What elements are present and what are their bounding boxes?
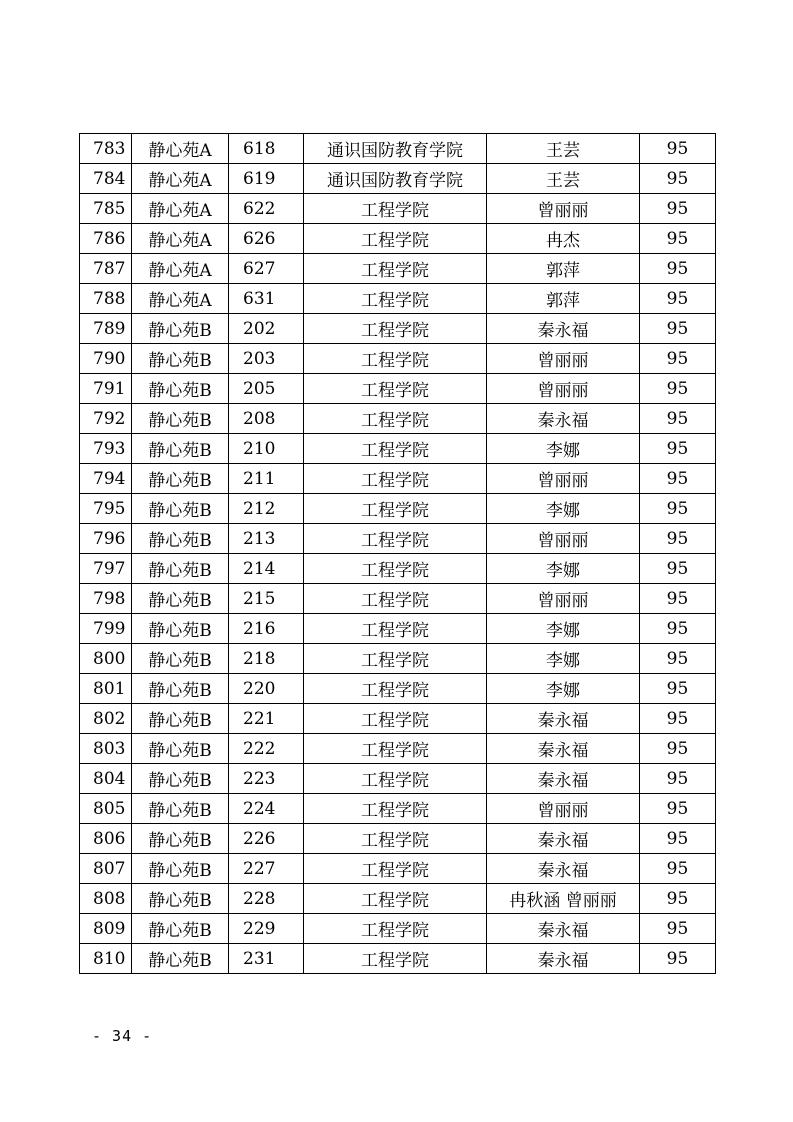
room-cell: 222 — [229, 734, 304, 764]
row-number-cell: 795 — [80, 494, 132, 524]
college-cell: 工程学院 — [304, 284, 487, 314]
row-number-cell: 789 — [80, 314, 132, 344]
row-number-cell: 796 — [80, 524, 132, 554]
table-row — [80, 164, 716, 194]
college-cell: 工程学院 — [304, 254, 487, 284]
person-cell: 曾丽丽 — [487, 374, 640, 404]
room-cell: 215 — [229, 584, 304, 614]
room-cell: 618 — [229, 134, 304, 164]
college-cell: 工程学院 — [304, 344, 487, 374]
room-cell: 223 — [229, 764, 304, 794]
person-cell: 秦永福 — [487, 704, 640, 734]
building-cell: 静心苑B — [132, 854, 229, 884]
score-cell: 95 — [640, 914, 716, 944]
college-cell: 工程学院 — [304, 314, 487, 344]
score-cell: 95 — [640, 674, 716, 704]
room-cell: 228 — [229, 884, 304, 914]
room-cell: 211 — [229, 464, 304, 494]
score-cell: 95 — [640, 164, 716, 194]
room-cell: 220 — [229, 674, 304, 704]
person-cell: 秦永福 — [487, 944, 640, 974]
table-row — [80, 584, 716, 614]
score-cell: 95 — [640, 254, 716, 284]
college-cell: 工程学院 — [304, 464, 487, 494]
row-number-cell: 791 — [80, 374, 132, 404]
score-cell: 95 — [640, 584, 716, 614]
college-cell: 工程学院 — [304, 644, 487, 674]
person-cell: 郭萍 — [487, 284, 640, 314]
person-cell: 秦永福 — [487, 314, 640, 344]
person-cell: 秦永福 — [487, 764, 640, 794]
room-cell: 210 — [229, 434, 304, 464]
row-number-cell: 804 — [80, 764, 132, 794]
table-row — [80, 614, 716, 644]
building-cell: 静心苑A — [132, 194, 229, 224]
score-cell: 95 — [640, 224, 716, 254]
building-cell: 静心苑B — [132, 644, 229, 674]
score-cell: 95 — [640, 524, 716, 554]
person-cell: 李娜 — [487, 644, 640, 674]
building-cell: 静心苑B — [132, 374, 229, 404]
college-cell: 工程学院 — [304, 944, 487, 974]
score-cell: 95 — [640, 794, 716, 824]
score-cell: 95 — [640, 644, 716, 674]
college-cell: 工程学院 — [304, 854, 487, 884]
college-cell: 工程学院 — [304, 614, 487, 644]
college-cell: 工程学院 — [304, 674, 487, 704]
score-cell: 95 — [640, 464, 716, 494]
row-number-cell: 783 — [80, 134, 132, 164]
college-cell: 工程学院 — [304, 224, 487, 254]
room-cell: 212 — [229, 494, 304, 524]
row-number-cell: 785 — [80, 194, 132, 224]
person-cell: 秦永福 — [487, 734, 640, 764]
score-cell: 95 — [640, 734, 716, 764]
room-cell: 229 — [229, 914, 304, 944]
table-row — [80, 224, 716, 254]
table-row — [80, 794, 716, 824]
room-cell: 205 — [229, 374, 304, 404]
score-cell: 95 — [640, 374, 716, 404]
room-cell: 631 — [229, 284, 304, 314]
college-cell: 工程学院 — [304, 554, 487, 584]
building-cell: 静心苑B — [132, 584, 229, 614]
table-row — [80, 494, 716, 524]
row-number-cell: 797 — [80, 554, 132, 584]
building-cell: 静心苑B — [132, 884, 229, 914]
row-number-cell: 786 — [80, 224, 132, 254]
building-cell: 静心苑B — [132, 704, 229, 734]
row-number-cell: 807 — [80, 854, 132, 884]
room-cell: 221 — [229, 704, 304, 734]
row-number-cell: 787 — [80, 254, 132, 284]
person-cell: 冉杰 — [487, 224, 640, 254]
room-cell: 216 — [229, 614, 304, 644]
score-cell: 95 — [640, 764, 716, 794]
table-body — [80, 134, 716, 974]
room-cell: 627 — [229, 254, 304, 284]
table-row — [80, 404, 716, 434]
college-cell: 工程学院 — [304, 824, 487, 854]
building-cell: 静心苑B — [132, 764, 229, 794]
score-cell: 95 — [640, 554, 716, 584]
table-row — [80, 554, 716, 584]
person-cell: 李娜 — [487, 674, 640, 704]
row-number-cell: 803 — [80, 734, 132, 764]
person-cell: 曾丽丽 — [487, 524, 640, 554]
person-cell: 秦永福 — [487, 914, 640, 944]
building-cell: 静心苑B — [132, 464, 229, 494]
college-cell: 工程学院 — [304, 734, 487, 764]
building-cell: 静心苑B — [132, 674, 229, 704]
person-cell: 王芸 — [487, 164, 640, 194]
score-cell: 95 — [640, 494, 716, 524]
row-number-cell: 802 — [80, 704, 132, 734]
room-cell: 202 — [229, 314, 304, 344]
score-cell: 95 — [640, 284, 716, 314]
row-number-cell: 809 — [80, 914, 132, 944]
row-number-cell: 806 — [80, 824, 132, 854]
college-cell: 工程学院 — [304, 884, 487, 914]
building-cell: 静心苑B — [132, 344, 229, 374]
table-row — [80, 134, 716, 164]
person-cell: 曾丽丽 — [487, 194, 640, 224]
college-cell: 工程学院 — [304, 434, 487, 464]
row-number-cell: 784 — [80, 164, 132, 194]
building-cell: 静心苑B — [132, 404, 229, 434]
room-cell: 626 — [229, 224, 304, 254]
person-cell: 李娜 — [487, 614, 640, 644]
score-cell: 95 — [640, 434, 716, 464]
college-cell: 工程学院 — [304, 584, 487, 614]
building-cell: 静心苑B — [132, 944, 229, 974]
person-cell: 曾丽丽 — [487, 464, 640, 494]
person-cell: 秦永福 — [487, 824, 640, 854]
table-row — [80, 764, 716, 794]
score-cell: 95 — [640, 404, 716, 434]
score-cell: 95 — [640, 944, 716, 974]
college-cell: 工程学院 — [304, 524, 487, 554]
score-cell: 95 — [640, 194, 716, 224]
table-row — [80, 374, 716, 404]
row-number-cell: 800 — [80, 644, 132, 674]
table-row — [80, 644, 716, 674]
building-cell: 静心苑B — [132, 794, 229, 824]
building-cell: 静心苑A — [132, 284, 229, 314]
college-cell: 通识国防教育学院 — [304, 164, 487, 194]
building-cell: 静心苑B — [132, 914, 229, 944]
row-number-cell: 793 — [80, 434, 132, 464]
table-row — [80, 734, 716, 764]
person-cell: 曾丽丽 — [487, 584, 640, 614]
row-number-cell: 801 — [80, 674, 132, 704]
person-cell: 曾丽丽 — [487, 344, 640, 374]
table-row — [80, 314, 716, 344]
building-cell: 静心苑A — [132, 134, 229, 164]
room-cell: 218 — [229, 644, 304, 674]
room-cell: 224 — [229, 794, 304, 824]
person-cell: 冉秋涵 曾丽丽 — [487, 884, 640, 914]
table-row — [80, 464, 716, 494]
person-cell: 李娜 — [487, 434, 640, 464]
room-cell: 214 — [229, 554, 304, 584]
building-cell: 静心苑B — [132, 524, 229, 554]
room-cell: 208 — [229, 404, 304, 434]
row-number-cell: 798 — [80, 584, 132, 614]
table-row — [80, 284, 716, 314]
room-cell: 622 — [229, 194, 304, 224]
table-row — [80, 944, 716, 974]
row-number-cell: 805 — [80, 794, 132, 824]
table-row — [80, 434, 716, 464]
person-cell: 秦永福 — [487, 854, 640, 884]
college-cell: 工程学院 — [304, 914, 487, 944]
building-cell: 静心苑B — [132, 824, 229, 854]
score-cell: 95 — [640, 614, 716, 644]
person-cell: 李娜 — [487, 494, 640, 524]
person-cell: 郭萍 — [487, 254, 640, 284]
score-cell: 95 — [640, 314, 716, 344]
page-number: - 34 - — [92, 1027, 153, 1045]
table-row — [80, 254, 716, 284]
table-row — [80, 344, 716, 374]
row-number-cell: 792 — [80, 404, 132, 434]
building-cell: 静心苑A — [132, 224, 229, 254]
room-cell: 226 — [229, 824, 304, 854]
building-cell: 静心苑A — [132, 164, 229, 194]
building-cell: 静心苑B — [132, 554, 229, 584]
table-row — [80, 704, 716, 734]
table-row — [80, 914, 716, 944]
row-number-cell: 794 — [80, 464, 132, 494]
college-cell: 工程学院 — [304, 194, 487, 224]
building-cell: 静心苑B — [132, 434, 229, 464]
row-number-cell: 788 — [80, 284, 132, 314]
college-cell: 通识国防教育学院 — [304, 134, 487, 164]
building-cell: 静心苑B — [132, 494, 229, 524]
row-number-cell: 808 — [80, 884, 132, 914]
person-cell: 李娜 — [487, 554, 640, 584]
college-cell: 工程学院 — [304, 404, 487, 434]
row-number-cell: 810 — [80, 944, 132, 974]
building-cell: 静心苑B — [132, 734, 229, 764]
college-cell: 工程学院 — [304, 374, 487, 404]
room-cell: 227 — [229, 854, 304, 884]
college-cell: 工程学院 — [304, 764, 487, 794]
college-cell: 工程学院 — [304, 704, 487, 734]
score-cell: 95 — [640, 134, 716, 164]
building-cell: 静心苑B — [132, 314, 229, 344]
score-cell: 95 — [640, 884, 716, 914]
building-cell: 静心苑B — [132, 614, 229, 644]
person-cell: 曾丽丽 — [487, 794, 640, 824]
college-cell: 工程学院 — [304, 794, 487, 824]
table-row — [80, 854, 716, 884]
dormitory-score-table — [79, 133, 716, 974]
table-row — [80, 824, 716, 854]
room-cell: 213 — [229, 524, 304, 554]
building-cell: 静心苑A — [132, 254, 229, 284]
score-cell: 95 — [640, 854, 716, 884]
person-cell: 王芸 — [487, 134, 640, 164]
table-row — [80, 884, 716, 914]
row-number-cell: 799 — [80, 614, 132, 644]
score-cell: 95 — [640, 704, 716, 734]
room-cell: 619 — [229, 164, 304, 194]
score-cell: 95 — [640, 824, 716, 854]
room-cell: 231 — [229, 944, 304, 974]
room-cell: 203 — [229, 344, 304, 374]
person-cell: 秦永福 — [487, 404, 640, 434]
table-row — [80, 194, 716, 224]
table-row — [80, 524, 716, 554]
college-cell: 工程学院 — [304, 494, 487, 524]
score-cell: 95 — [640, 344, 716, 374]
table-row — [80, 674, 716, 704]
row-number-cell: 790 — [80, 344, 132, 374]
